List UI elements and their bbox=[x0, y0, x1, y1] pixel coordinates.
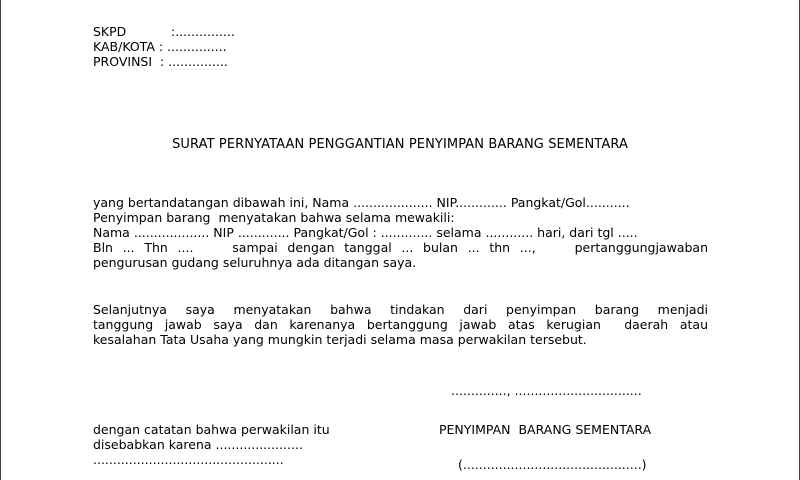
paragraph-line: tanggung jawab saya dan karenanya bertanggung jawab atas kerugian daerah atau bbox=[93, 317, 708, 332]
note-block bbox=[93, 422, 330, 467]
note-line: dengan catatan bahwa perwakilan itu bbox=[93, 422, 330, 437]
signatory-name-placeholder: (.............................................) bbox=[458, 457, 647, 472]
header-value: :............... bbox=[171, 24, 235, 39]
note-line: disebabkan karena ...................... bbox=[93, 437, 303, 452]
paragraph-line: kesalahan Tata Usaha yang mungkin terjadi selama masa perwakilan tersebut. bbox=[93, 332, 587, 347]
paragraph-line: Bln ... Thn .... sampai dengan tanggal ... bulan ... thn ..., pertanggungjawaban bbox=[93, 240, 708, 255]
header-value: : ............... bbox=[158, 39, 227, 54]
header-key: SKPD bbox=[93, 24, 127, 39]
paragraph-line: pengurusan gudang seluruhnya ada ditangan saya. bbox=[93, 255, 417, 270]
header-row-kabkota bbox=[93, 39, 235, 54]
place-date-line: .............., ................................ bbox=[451, 383, 642, 398]
signatory-role: PENYIMPAN BARANG SEMENTARA bbox=[439, 422, 652, 437]
document-title: SURAT PERNYATAAN PENGGANTIAN PENYIMPAN BARANG SEMENTARA bbox=[172, 137, 628, 152]
header-row-skpd bbox=[93, 24, 235, 39]
paragraph-line: Selanjutnya saya menyatakan bahwa tindakan dari penyimpan barang menjadi bbox=[93, 302, 708, 317]
header-value: : ............... bbox=[160, 54, 228, 69]
document-header bbox=[93, 24, 235, 69]
paragraph-responsibility bbox=[93, 302, 708, 347]
paragraph-line: yang bertandatangan dibawah ini, Nama .................... NIP............. Pangkat/Gol........... bbox=[93, 195, 630, 210]
header-key: KAB/KOTA bbox=[93, 39, 155, 54]
paragraph-line: Nama ................... NIP ............. Pangkat/Gol : ............. selama ............ hari, dari tgl ..... bbox=[93, 225, 638, 240]
paragraph-statement bbox=[93, 195, 708, 270]
header-row-provinsi bbox=[93, 54, 235, 69]
header-key: PROVINSI bbox=[93, 54, 153, 69]
paragraph-line: Penyimpan barang menyatakan bahwa selama mewakili: bbox=[93, 210, 455, 225]
note-line: ................................................ bbox=[93, 452, 284, 467]
page-border-left bbox=[0, 0, 1, 480]
